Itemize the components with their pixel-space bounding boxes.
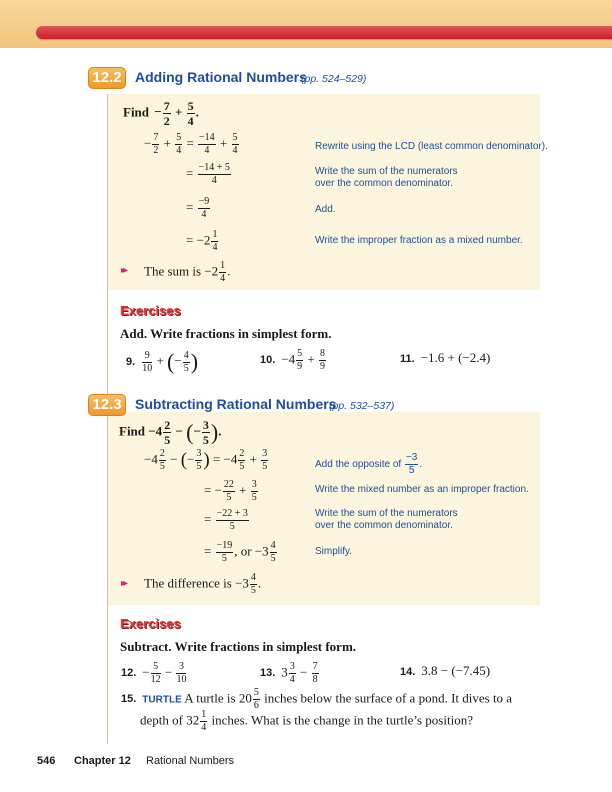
page-number: 546	[37, 755, 56, 767]
section-badge: 12.3	[88, 394, 126, 416]
result-arrow-icon: ▸▸	[121, 578, 126, 589]
note-add-opposite: Add the opposite of $\frac{-3}{5}$ .	[315, 452, 423, 476]
result-arrow-icon: ▸▸	[121, 265, 126, 276]
work-line-2: = − $\frac{22}{5}$ + $\frac{3}{5}$	[204, 479, 257, 503]
work-line-4: = −2 $\frac{1}{4}$	[186, 229, 218, 253]
work-line-3: = $\frac{-22 + 3}{5}$	[204, 508, 248, 532]
work-line-4: = $\frac{-19}{5}$ , or −3 $\frac{4}{5}$	[204, 540, 276, 564]
note-improper-fraction: Write the mixed number as an improper fraction.	[315, 484, 529, 495]
word-problem-line-2: depth of 32 $\frac{1}{4}$ inches. What is the change in the turtle’s position?	[140, 709, 473, 733]
note-add: Add.	[315, 204, 336, 215]
exercises-heading: Exercises	[120, 303, 181, 318]
result-statement: The difference is −3 $\frac{4}{5}$ .	[144, 572, 262, 596]
turtle-label: TURTLE	[142, 694, 182, 706]
exercise-9: 9. $\frac{9}{10}$ + (− $\frac{4}{5}$ )	[126, 349, 199, 374]
work-line-3: = $\frac{-9}{4}$	[186, 196, 210, 220]
section-pages: (pp. 532–537)	[329, 400, 395, 412]
find-problem: Find − $\frac{7}{2}$ + $\frac{5}{4}$ .	[123, 99, 199, 128]
find-label: Find	[123, 104, 150, 120]
top-banner	[0, 0, 612, 48]
work-line-1: − $\frac{7}{2}$ + $\frac{5}{4}$ = $\frac{-14}{4}$ + $\frac{5}{4}$	[144, 132, 238, 156]
section-pages: (pp. 524–529)	[301, 73, 367, 85]
section-badge: 12.2	[88, 67, 126, 89]
exercises-heading: Exercises	[120, 616, 181, 631]
work-line-2: = $\frac{-14 + 5}{4}$	[186, 162, 230, 186]
exercise-13: 13. 3 $\frac{3}{4}$ − $\frac{7}{8}$	[260, 661, 318, 685]
exercise-12: 12. − $\frac{5}{12}$ − $\frac{3}{10}$	[121, 661, 187, 685]
section-title: Adding Rational Numbers	[135, 69, 307, 85]
note-rewrite-lcd: Rewrite using the LCD (least common denominator).	[315, 141, 548, 152]
note-sum-numerators: Write the sum of the numerators	[315, 166, 458, 177]
exercise-instructions: Add. Write fractions in simplest form.	[120, 326, 332, 341]
exercise-instructions: Subtract. Write fractions in simplest form.	[120, 639, 357, 654]
section-divider-12-2	[107, 94, 108, 404]
banner-stripe	[36, 26, 612, 39]
work-line-1: −4 $\frac{2}{5}$ − (− $\frac{3}{5}$ ) = −4 $\frac{2}{5}$ + $\frac{3}{5}$	[144, 448, 268, 472]
note-simplify: Simplify.	[315, 546, 353, 557]
exercise-11: 11. −1.6 + (−2.4)	[400, 350, 491, 365]
footer-chapter: Chapter 12	[74, 755, 131, 767]
note-common-denominator: over the common denominator.	[315, 178, 453, 189]
note-sum-numerators: Write the sum of the numerators	[315, 508, 458, 519]
section-title: Subtracting Rational Numbers	[135, 396, 337, 412]
result-statement: The sum is −2 $\frac{1}{4}$ .	[144, 260, 231, 284]
exercise-14: 14. 3.8 − (−7.45)	[400, 663, 491, 678]
note-common-denominator: over the common denominator.	[315, 520, 453, 531]
word-problem-line-1: 15. TURTLE A turtle is 20 $\frac{5}{6}$ inches below the surface of a pond. It dives to a	[121, 687, 513, 711]
note-mixed-number: Write the improper fraction as a mixed number.	[315, 235, 523, 246]
exercise-10: 10. −4 $\frac{5}{9}$ + $\frac{8}{9}$	[260, 348, 325, 372]
find-problem: Find −4 $\frac{2}{5}$ − (− $\frac{3}{5}$ ).	[119, 418, 222, 447]
section-divider-12-3	[107, 412, 108, 744]
footer-chapter-title: Rational Numbers	[146, 755, 235, 767]
